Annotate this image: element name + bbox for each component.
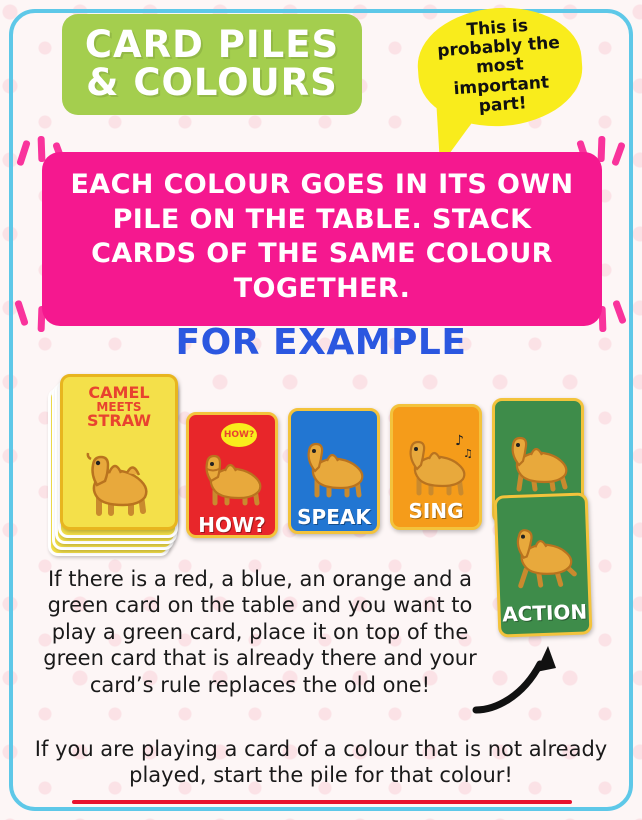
card-speak[interactable] [288, 408, 380, 534]
card-label: SPEAK [297, 505, 371, 529]
spark-decoration [38, 136, 46, 162]
page-title-line-1: CARD PILES [84, 23, 340, 66]
card-deck-title-line-3: STRAW [86, 411, 152, 430]
camel-illustration [195, 443, 269, 509]
card-deck-title-line-2: MEETS [96, 400, 142, 414]
card-label: SING [408, 499, 464, 523]
spark-decoration [598, 136, 606, 162]
svg-text:♫: ♫ [463, 447, 473, 460]
camel-illustration [501, 425, 575, 495]
body-paragraph-2: If you are playing a card of a colour that is not already played, start the pile for that colour! [34, 737, 608, 788]
camel-illustration [504, 514, 581, 595]
instruction-box [42, 152, 602, 326]
arrow-icon [470, 636, 566, 719]
spark-decoration [612, 300, 627, 325]
spark-decoration [16, 140, 31, 167]
spark-decoration [611, 142, 626, 167]
example-heading: FOR EXAMPLE [175, 322, 467, 363]
instruction-text: EACH COLOUR GOES IN ITS OWN PILE ON THE TABLE. STACK CARDS OF THE SAME COLOUR TOGETHER. [70, 169, 574, 304]
card-deck-title [63, 385, 175, 429]
camel-illustration [399, 429, 473, 499]
bottom-divider [72, 800, 572, 804]
camel-illustration [297, 431, 371, 501]
card-action[interactable] [494, 492, 593, 637]
speech-bubble-text: This is probably the most important part! [436, 15, 561, 117]
card-label: HOW? [198, 513, 266, 537]
svg-text:♪: ♪ [455, 433, 464, 449]
card-deck-title-line-1: CAMEL [88, 383, 150, 402]
speech-bubble [414, 2, 586, 131]
card-how[interactable] [186, 412, 278, 538]
page-title [62, 14, 362, 115]
card-label: ACTION [501, 599, 588, 627]
how-speech-bubble: HOW? [221, 423, 257, 447]
body-paragraph-1: If there is a red, a blue, an orange and a green card on the table and you want to play a green card, place it on top of the green card that is already there and your card’s rule replaces the old one! [43, 567, 477, 697]
card-deck-top[interactable] [60, 374, 178, 530]
card-sing[interactable] [390, 404, 482, 530]
camel-illustration [79, 439, 159, 517]
page-title-line-2: & COLOURS [86, 60, 338, 104]
